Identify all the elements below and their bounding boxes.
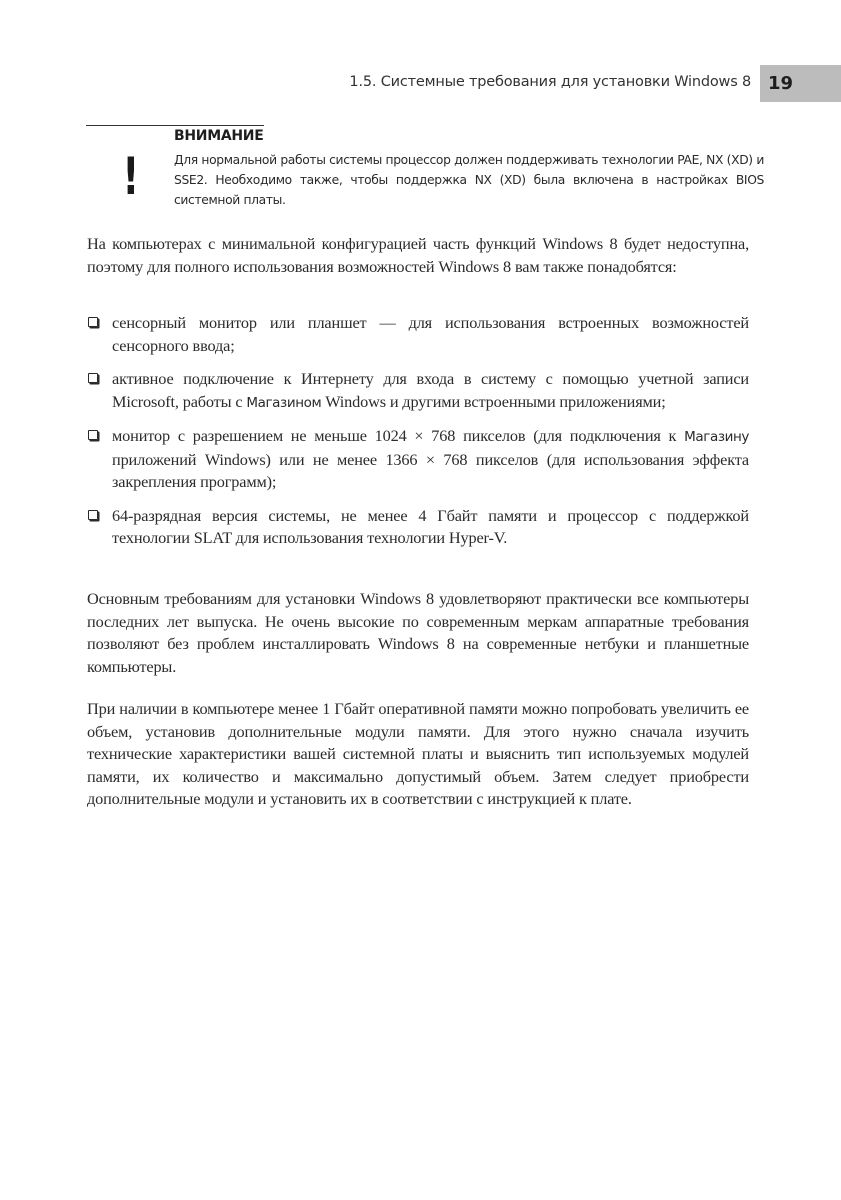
warning-text: Для нормальной работы системы процессор должен поддерживать технологии PAE, NX (XD) и SSE2. Необходимо также, чтобы поддержка NX (XD) была включена в настройках BIOS системной платы.: [174, 153, 764, 207]
page-number: 19: [760, 65, 841, 102]
list-item-term: Магазину: [684, 429, 749, 445]
list-item: [87, 312, 749, 357]
list-item: [87, 425, 749, 494]
list-item-term: Магазином: [246, 394, 322, 411]
checkbox-square-icon: [88, 430, 98, 440]
warning-label: ВНИМАНИЕ: [174, 128, 264, 144]
list-item-text: Windows и другими встроенными приложениями;: [321, 391, 666, 411]
checkbox-square-icon: [88, 510, 98, 520]
list-item: [87, 368, 749, 414]
list-item-text: приложений Windows) или не менее 1366 × 768 пикселов (для использования эффекта закрепления программ);: [112, 449, 749, 491]
requirements-list: [87, 312, 749, 561]
checkbox-square-icon: [88, 373, 98, 383]
list-item-text: сенсорный монитор или планшет — для использования встроенных возможностей сенсорного ввода;: [112, 313, 749, 355]
list-item: [87, 505, 749, 550]
exclamation-icon: !: [122, 147, 140, 207]
paragraph-intro: На компьютерах с минимальной конфигурацией часть функций Windows 8 будет недоступна, поэтому для полного использования возможностей Windows 8 вам также понадобятся:: [87, 234, 749, 276]
list-item-text: монитор с разрешением не меньше 1024 × 768 пикселов (для подключения к: [112, 426, 685, 445]
paragraph-memory: При наличии в компьютере менее 1 Гбайт оперативной памяти можно попробовать увеличить ее объем, установив дополнительные модули памяти. Для этого нужно сначала изучить технические характеристики вашей системной платы и выяснить тип используемых модулей памяти, их количество и максимально допустимый объем. Затем следует приобрести дополнительные модули и установить их в соответствии с инструкцией к плате.: [87, 699, 749, 808]
list-item-text: активное подключение к Интернету для входа в систему с помощью учетной записи Microsoft, работы с: [112, 369, 749, 411]
list-item-text: 64-разрядная версия системы, не менее 4 Гбайт памяти и процессор с поддержкой технологии SLAT для использования технологии Hyper-V.: [112, 505, 749, 547]
checkbox-square-icon: [88, 317, 98, 327]
chapter-section-title: 1.5. Системные требования для установки Windows 8: [349, 74, 751, 90]
running-head: [0, 70, 841, 100]
paragraph-requirements: Основным требованиям для установки Windows 8 удовлетворяют практически все компьютеры последних лет выпуска. Не очень высокие по современным меркам аппаратные требования позволяют без проблем инсталлировать Windows 8 на современные нетбуки и планшетные компьютеры.: [87, 589, 749, 676]
warning-rule: [86, 125, 264, 126]
